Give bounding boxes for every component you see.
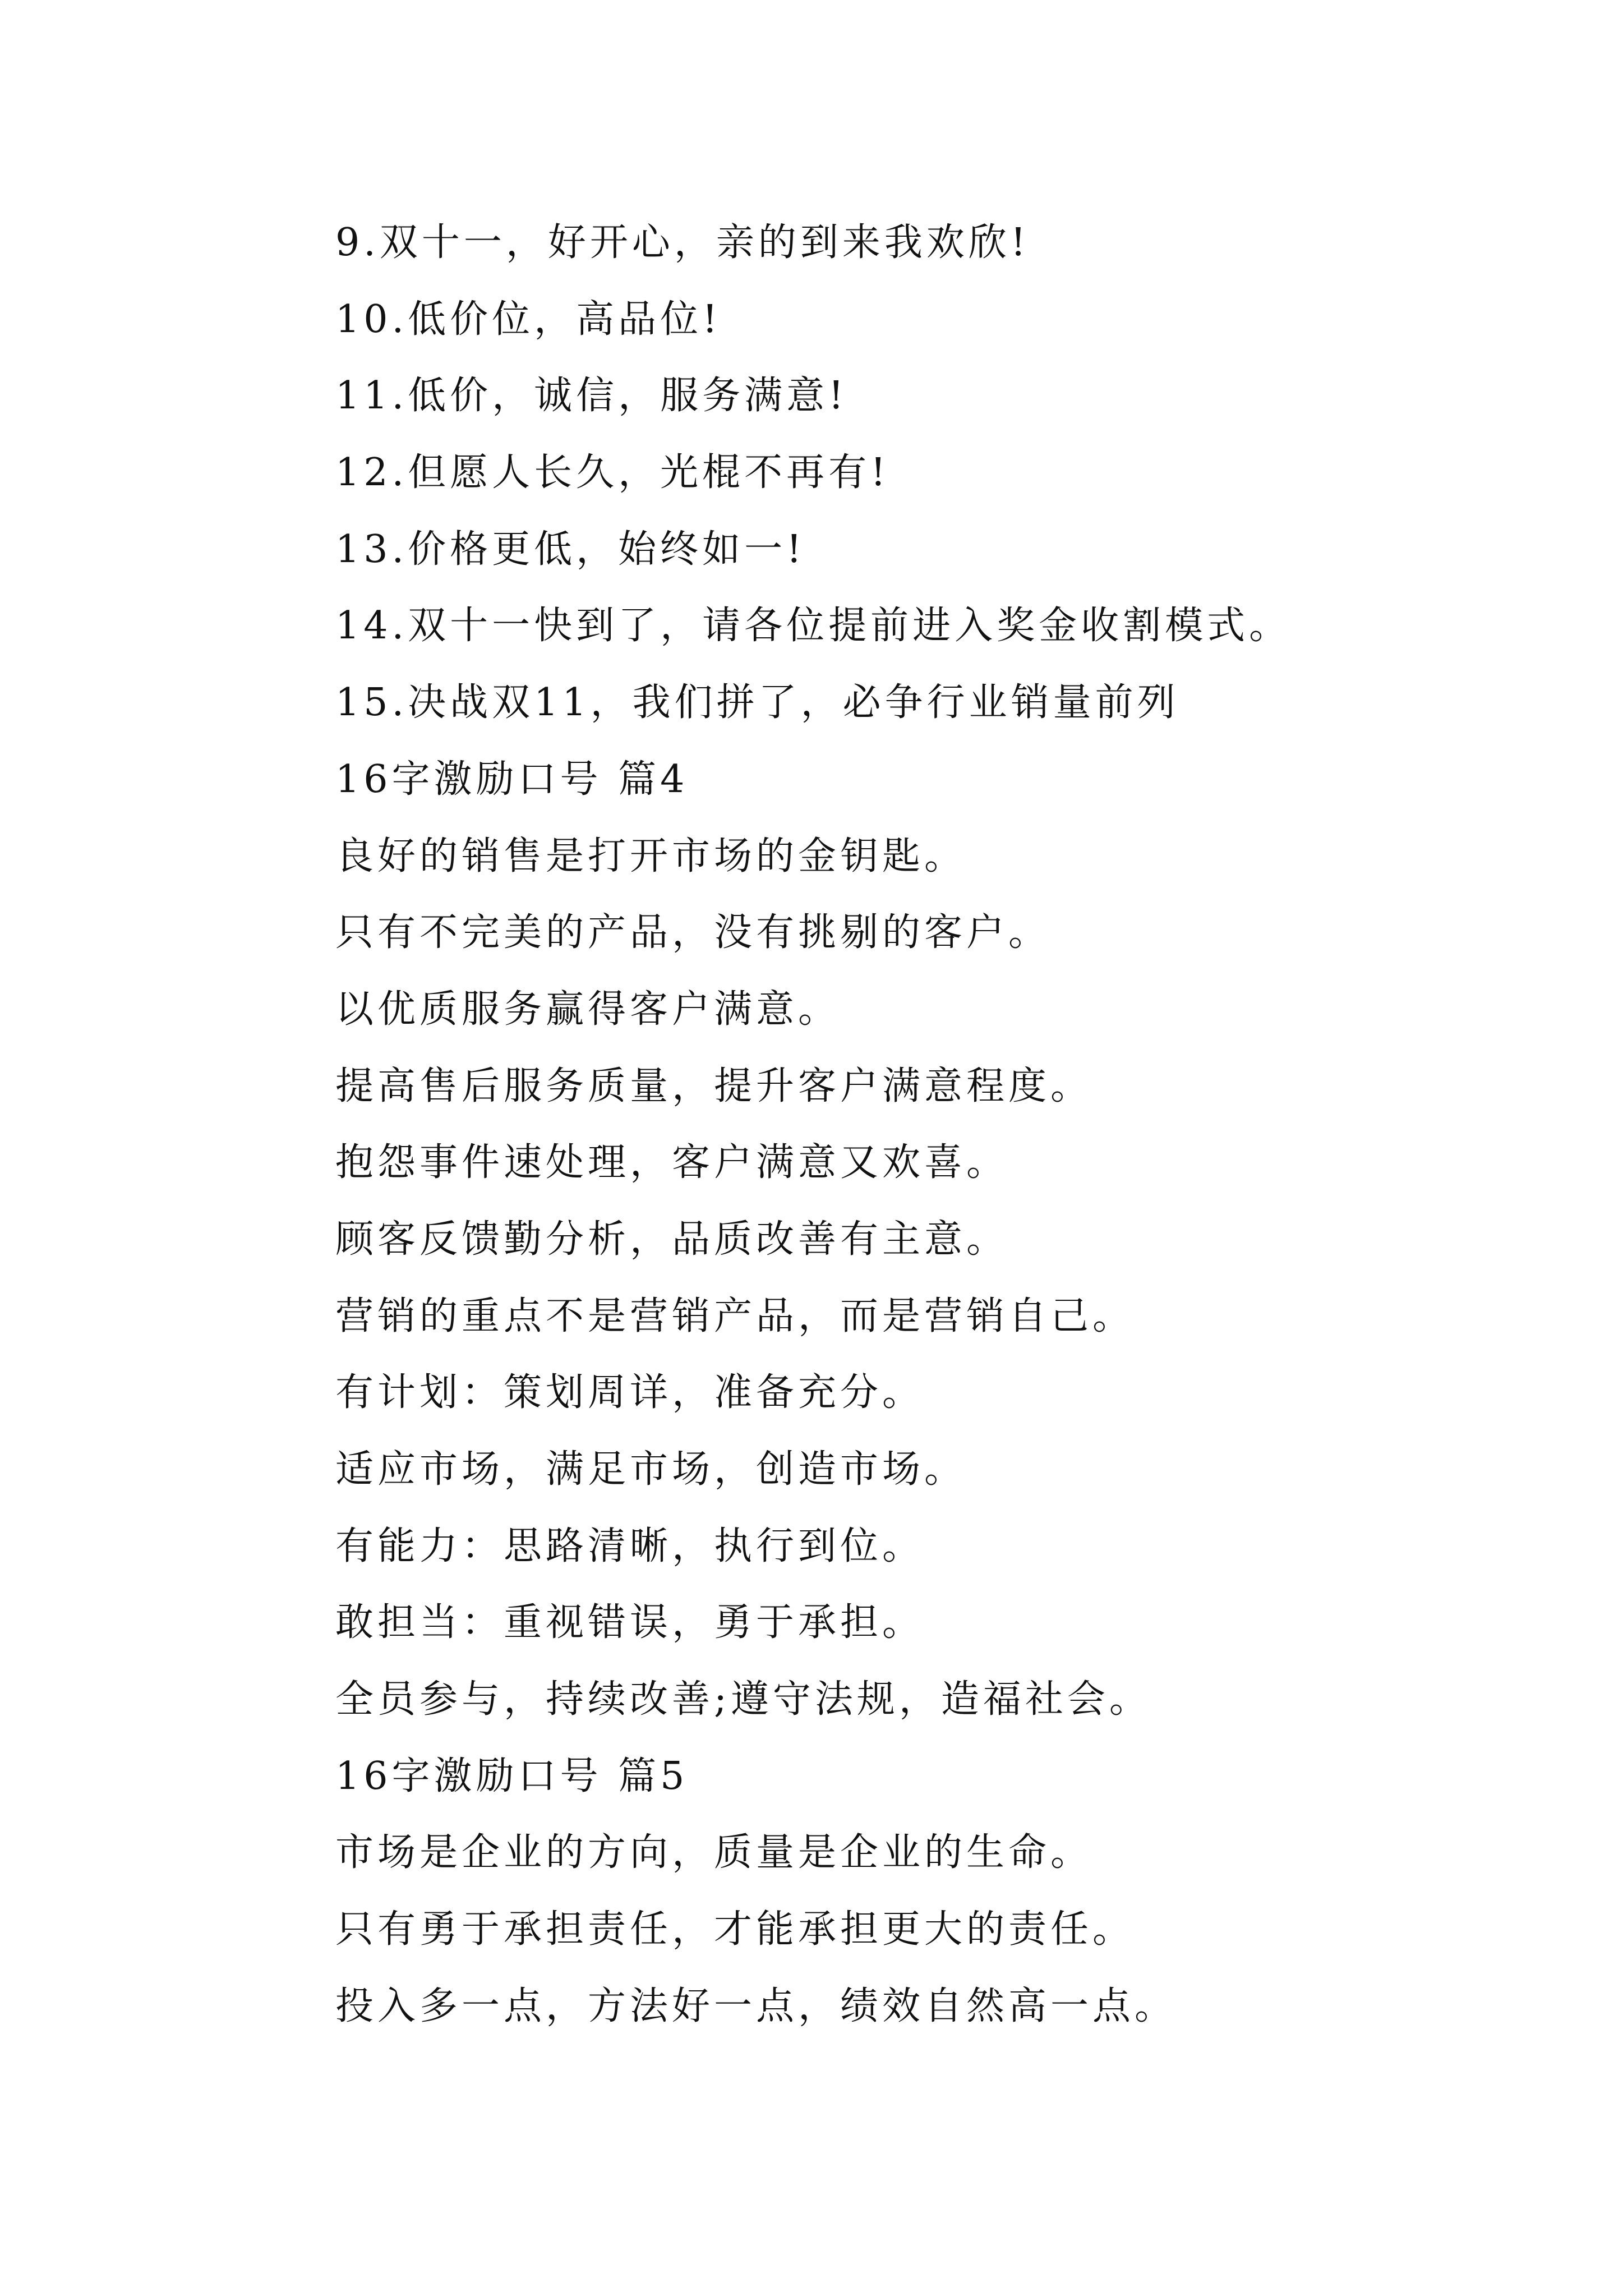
slogan-line: 只有不完美的产品，没有挑剔的客户。 bbox=[335, 910, 1051, 955]
slogan-line: 14.双十一快到了，请各位提前进入奖金收割模式。 bbox=[335, 604, 1292, 648]
slogan-line: 良好的销售是打开市场的金钥匙。 bbox=[335, 834, 967, 878]
slogan-line: 9.双十一，好开心，亲的到来我欢欣! bbox=[335, 220, 1030, 265]
slogan-line: 营销的重点不是营销产品，而是营销自己。 bbox=[335, 1294, 1135, 1338]
slogan-line: 15.决战双11，我们拼了，必争行业销量前列 bbox=[335, 680, 1179, 725]
slogan-line: 全员参与，持续改善;遵守法规，造福社会。 bbox=[335, 1677, 1151, 1722]
slogan-line: 投入多一点，方法好一点，绩效自然高一点。 bbox=[335, 1984, 1177, 2028]
slogan-line: 提高售后服务质量，提升客户满意程度。 bbox=[335, 1064, 1093, 1108]
slogan-line: 抱怨事件速处理，客户满意又欢喜。 bbox=[335, 1140, 1009, 1185]
slogan-line: 有能力：思路清晰，执行到位。 bbox=[335, 1524, 925, 1568]
slogan-line: 13.价格更低，始终如一! bbox=[335, 527, 806, 572]
slogan-line: 适应市场，满足市场，创造市场。 bbox=[335, 1447, 967, 1492]
slogan-line: 市场是企业的方向，质量是企业的生命。 bbox=[335, 1830, 1093, 1875]
slogan-line: 只有勇于承担责任，才能承担更大的责任。 bbox=[335, 1907, 1135, 1952]
section-heading: 16字激励口号 篇4 bbox=[335, 757, 689, 802]
slogan-line: 以优质服务赢得客户满意。 bbox=[335, 987, 841, 1032]
document-body bbox=[335, 205, 1513, 2045]
slogan-line: 敢担当：重视错误，勇于承担。 bbox=[335, 1600, 925, 1645]
slogan-line: 11.低价，诚信，服务满意! bbox=[335, 374, 848, 418]
slogan-line: 有计划：策划周详，准备充分。 bbox=[335, 1370, 925, 1415]
section-heading: 16字激励口号 篇5 bbox=[335, 1754, 689, 1798]
slogan-line: 10.低价位，高品位! bbox=[335, 297, 722, 342]
slogan-line: 12.但愿人长久，光棍不再有! bbox=[335, 450, 890, 495]
slogan-line: 顾客反馈勤分析，品质改善有主意。 bbox=[335, 1217, 1009, 1262]
